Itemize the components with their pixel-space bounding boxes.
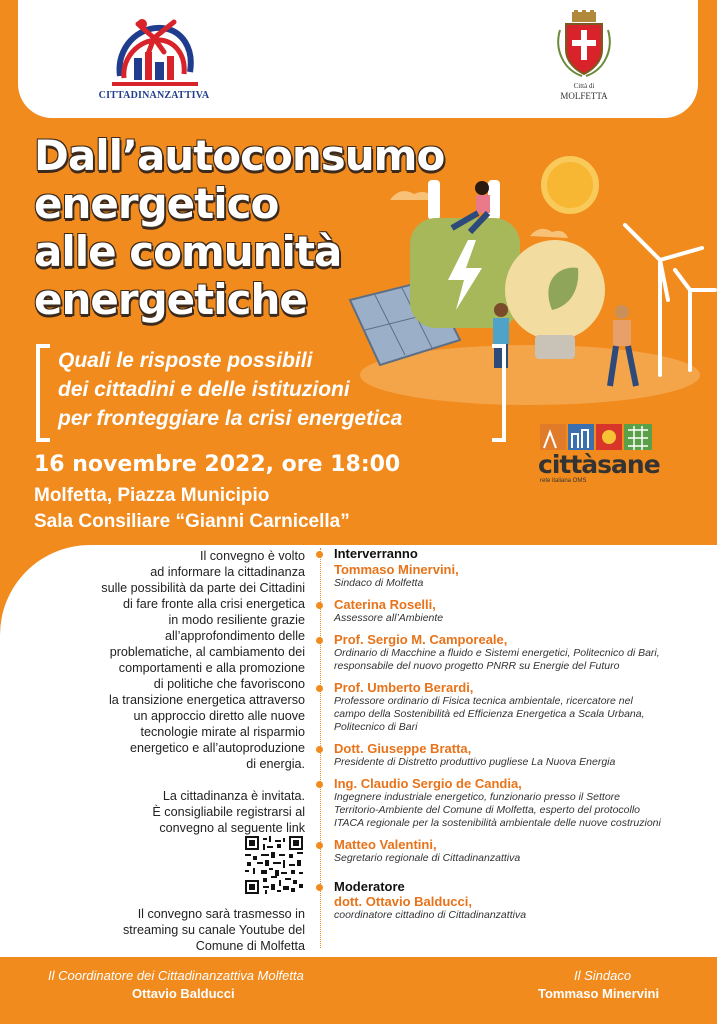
speaker-role: Segretario regionale di Cittadinanzattiva (334, 852, 521, 864)
cittadinanzattiva-logo (98, 18, 210, 102)
title-line: alle comunità (34, 227, 342, 276)
right-bracket (492, 344, 506, 442)
speaker-role: Sindaco di Molfetta (334, 577, 424, 589)
speakers-heading-item (312, 546, 707, 561)
speaker-item (312, 632, 707, 673)
bullet-dot (316, 781, 323, 788)
cittasane-word-b: sane (597, 450, 660, 479)
footer-left-name: Ottavio Balducci (132, 986, 235, 1001)
speaker-role: Presidente di Distretto produttivo pugliese La Nuova Energia (334, 756, 616, 768)
speakers-list (312, 546, 707, 929)
speaker-name: Ing. Claudio Sergio de Candia, (334, 776, 522, 791)
invite-line: È consigliabile registrarsi al (152, 805, 305, 819)
bullet-dot (316, 551, 323, 558)
molfetta-label: MOLFETTA (560, 91, 608, 101)
footer-left-title: Il Coordinatore dei Cittadinanzattiva Molfetta (48, 968, 304, 983)
description-line: la transizione energetica attraverso (108, 693, 305, 707)
description-line: energetico e all’autoproduzione (129, 741, 305, 755)
footer-right-name: Tommaso Minervini (538, 986, 660, 1001)
title-line: energetiche (34, 275, 307, 324)
speaker-role: Professore ordinario di Fisica tecnica ambientale, ricercatore nel (334, 695, 633, 707)
speaker-item (312, 776, 707, 830)
subtitle-line: per fronteggiare la crisi energetica (58, 407, 403, 430)
stream-line: Il convegno sarà trasmesso in (137, 907, 305, 921)
speaker-role: Politecnico di Bari (334, 721, 418, 733)
description-line: all’approfondimento delle (164, 629, 305, 643)
spacer (60, 772, 305, 788)
description-line: di fare fronte alla crisi energetica (122, 597, 305, 611)
description-line: sulle possibilità da parte dei Cittadini (101, 581, 305, 595)
invite-line: La cittadinanza è invitata. (162, 789, 305, 803)
speaker-name: Prof. Sergio M. Camporeale, (334, 632, 508, 647)
speakers-heading: Interverranno (334, 546, 418, 561)
speaker-item (312, 741, 707, 769)
stream-line: Comune di Molfetta (195, 939, 305, 953)
speaker-item (312, 562, 707, 590)
speaker-role: Assessore all’Ambiente (334, 612, 444, 624)
subtitle (36, 344, 506, 436)
molfetta-label-small: Città di (573, 82, 595, 90)
speaker-role: ITACA regionale per la sostenibilità ambientale delle nuove costruzioni (334, 817, 661, 829)
bullet-dot (316, 602, 323, 609)
description-line: di energia. (246, 757, 305, 771)
moderator-heading: Moderatore (334, 879, 405, 894)
description-line: comportamenti e alla promozione (118, 661, 305, 675)
bullet-dot (316, 746, 323, 753)
speaker-name: Tommaso Minervini, (334, 562, 459, 577)
title-line: energetico (34, 179, 279, 228)
cittasane-logo (538, 422, 658, 488)
left-bracket (36, 344, 50, 442)
moderator-name: dott. Ottavio Balducci, (334, 894, 472, 909)
description-line: di politiche che favoriscono (153, 677, 305, 691)
description-column (60, 548, 305, 836)
registration-qr-code[interactable] (245, 836, 303, 894)
speaker-item (312, 597, 707, 625)
cittasane-emblem-icon (538, 422, 656, 452)
title-line: Dall’autoconsumo (34, 131, 445, 180)
stream-line: streaming su canale Youtube del (122, 923, 305, 937)
bullet-dot (316, 842, 323, 849)
bullet-dot (316, 685, 323, 692)
sun-icon (544, 159, 596, 211)
speaker-item (312, 837, 707, 865)
stream-info (90, 906, 305, 954)
cittasane-subtitle: rete italiana OMS (540, 478, 587, 484)
speaker-name: Prof. Umberto Berardi, (334, 680, 474, 695)
speaker-role: responsabile del nuovo progetto PNRR su Energie del Futuro (334, 660, 620, 672)
speaker-role: Ordinario di Macchine a fluido e Sistemi energetici, Politecnico di Bari, (334, 647, 660, 659)
description-line: tecnologie mirate al risparmio (140, 725, 305, 739)
cittasane-word-a: città (538, 450, 598, 479)
cittadinanzattiva-logo-text: CITTADINANZATTIVA (98, 90, 210, 101)
event-hall: Sala Consiliare “Gianni Carnicella” (34, 511, 350, 532)
event-place: Molfetta, Piazza Municipio (34, 485, 270, 506)
molfetta-coat-of-arms (552, 10, 616, 102)
bullet-dot (316, 884, 323, 891)
cittasane-wordmark (538, 450, 660, 479)
description-line: ad informare la cittadinanza (150, 565, 305, 579)
speaker-name: Caterina Roselli, (334, 597, 436, 612)
lightbulb-icon (505, 240, 605, 359)
speaker-role: Territorio-Ambiente del Comune di Molfetta, esperto del protocollo (334, 804, 641, 816)
cloud-icon (390, 191, 434, 200)
speaker-item (312, 680, 707, 734)
cloud-icon (530, 229, 568, 238)
cittadinanzattiva-emblem-icon (98, 18, 210, 92)
speaker-role: Ingegnere industriale energetico, funzionario presso il Settore (334, 791, 621, 803)
subtitle-line: dei cittadini e delle istituzioni (58, 378, 350, 401)
moderator-role: coordinatore cittadino di Cittadinanzattiva (334, 909, 527, 921)
invite-line: convegno al seguente link (159, 821, 305, 835)
speaker-name: Matteo Valentini, (334, 837, 437, 852)
moderator-item (312, 879, 707, 922)
description-line: in modo resiliente grazie (168, 613, 305, 627)
description-line: problematiche, al cambiamento dei (109, 645, 305, 659)
speaker-role: campo della Sostenibilità ed Efficienza Energetica a Scala Urbana, (334, 708, 645, 720)
coat-of-arms-icon (552, 10, 616, 80)
description-line: un approccio diretto alle nuove (133, 709, 305, 723)
event-datetime: 16 novembre 2022, ore 18:00 (34, 452, 401, 477)
subtitle-line: Quali le risposte possibili (58, 349, 313, 372)
speaker-name: Dott. Giuseppe Bratta, (334, 741, 472, 756)
description-line: Il convegno è volto (199, 549, 305, 563)
bullet-dot (316, 637, 323, 644)
footer-right-title: Il Sindaco (574, 968, 632, 983)
